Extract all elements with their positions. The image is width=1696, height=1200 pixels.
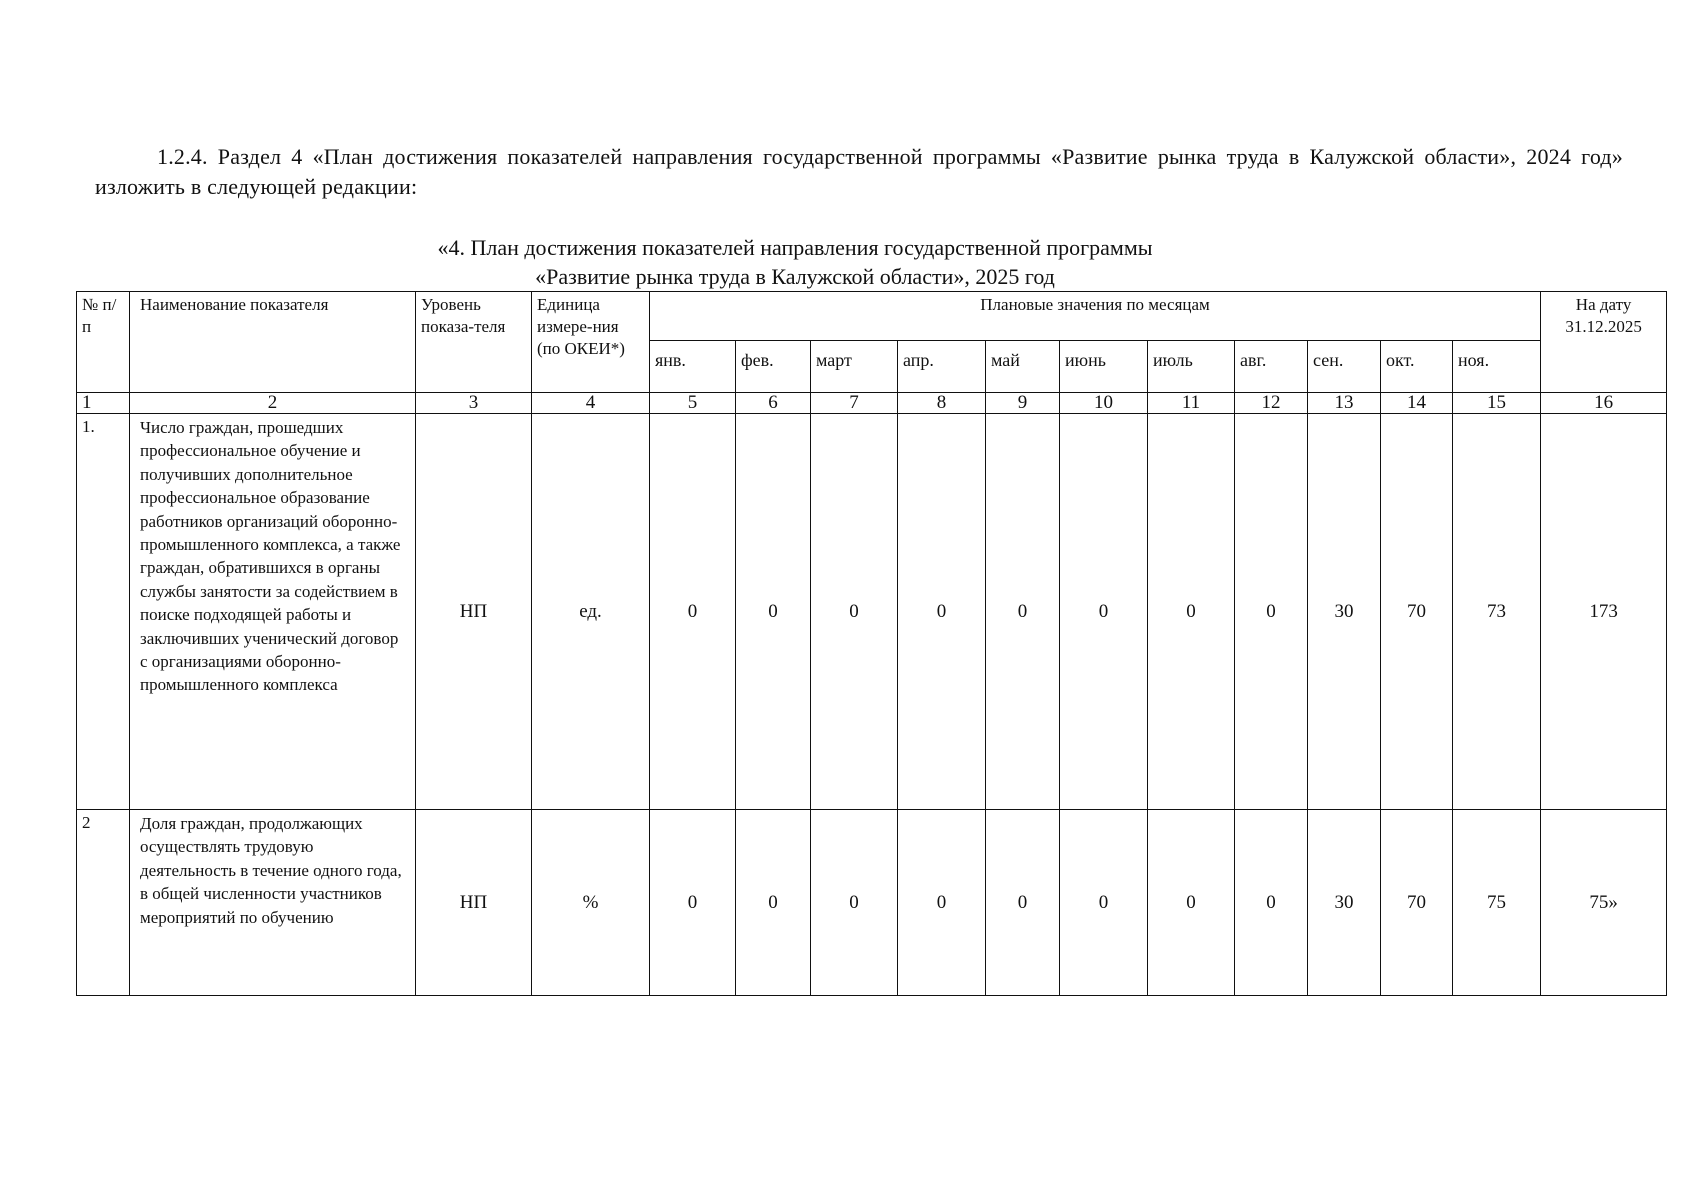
row-value-aug: 0 [1235,414,1308,810]
header-unit: Единица измере-ния (по ОКЕИ*) [532,292,650,393]
column-number: 12 [1235,393,1308,414]
column-number: 7 [811,393,898,414]
header-on-date: На дату 31.12.2025 [1541,292,1667,393]
row-level: НП [416,414,532,810]
row-value-apr: 0 [898,810,986,996]
row-value-jun: 0 [1060,414,1148,810]
row-value-may: 0 [986,810,1060,996]
month-feb: фев. [736,341,811,393]
row-value-jul: 0 [1148,414,1235,810]
month-sep: сен. [1308,341,1381,393]
header-planned-values: Плановые значения по месяцам [650,292,1541,341]
row-unit: % [532,810,650,996]
row-value-apr: 0 [898,414,986,810]
column-number: 6 [736,393,811,414]
column-number: 15 [1453,393,1541,414]
month-oct: окт. [1381,341,1453,393]
row-value-sep: 30 [1308,810,1381,996]
header-level: Уровень показа-теля [416,292,532,393]
table-title-line-1: «4. План достижения показателей направления государственной программы [437,235,1153,260]
row-value-jul: 0 [1148,810,1235,996]
month-nov: ноя. [1453,341,1541,393]
column-number: 14 [1381,393,1453,414]
row-value-feb: 0 [736,414,811,810]
month-jul: июль [1148,341,1235,393]
column-number: 2 [130,393,416,414]
row-value-oct: 70 [1381,414,1453,810]
column-number: 5 [650,393,736,414]
column-number: 11 [1148,393,1235,414]
row-value-oct: 70 [1381,810,1453,996]
column-number: 3 [416,393,532,414]
plan-table [76,291,1667,996]
month-may: май [986,341,1060,393]
table-title-line-2: «Развитие рынка труда в Калужской области», 2025 год [535,264,1055,289]
row-value-sep: 30 [1308,414,1381,810]
column-number: 4 [532,393,650,414]
row-value-jun: 0 [1060,810,1148,996]
column-number: 16 [1541,393,1667,414]
row-num: 1. [77,414,130,810]
row-value-nov: 73 [1453,414,1541,810]
row-indicator-name: Доля граждан, продолжающих осуществлять трудовую деятельность в течение одного года, в общей численности участников мероприятий по обучению [130,810,416,996]
row-value-mar: 0 [811,414,898,810]
intro-text: 1.2.4. Раздел 4 «План достижения показателей направления государственной программы «Развитие рынка труда в Калужской области», 2024 год» изложить в следующей редакции: [95,144,1623,199]
table-row [77,810,1667,996]
row-total: 75» [1541,810,1667,996]
row-value-mar: 0 [811,810,898,996]
month-mar: март [811,341,898,393]
month-jun: июнь [1060,341,1148,393]
row-value-jan: 0 [650,810,736,996]
month-aug: авг. [1235,341,1308,393]
column-number: 1 [77,393,130,414]
column-number: 9 [986,393,1060,414]
row-num: 2 [77,810,130,996]
month-jan: янв. [650,341,736,393]
column-number: 13 [1308,393,1381,414]
row-value-jan: 0 [650,414,736,810]
row-level: НП [416,810,532,996]
row-total: 173 [1541,414,1667,810]
row-unit: ед. [532,414,650,810]
header-row-1 [77,292,1667,341]
row-value-nov: 75 [1453,810,1541,996]
header-num: № п/п [77,292,130,393]
row-value-aug: 0 [1235,810,1308,996]
intro-paragraph [95,142,1623,202]
column-number: 8 [898,393,986,414]
table-row [77,414,1667,810]
row-value-may: 0 [986,414,1060,810]
row-indicator-name: Число граждан, прошедших профессиональное обучение и получивших дополнительное профессиональное образование работников организаций оборонно-промышленного комплекса, а также граждан, обратившихся в органы службы занятости за содействием в поиске подходящей работы и заключивших ученический договор с организациями оборонно-промышленного комплекса [130,414,416,810]
column-number-row [77,393,1667,414]
column-number: 10 [1060,393,1148,414]
month-apr: апр. [898,341,986,393]
row-value-feb: 0 [736,810,811,996]
header-name: Наименование показателя [130,292,416,393]
